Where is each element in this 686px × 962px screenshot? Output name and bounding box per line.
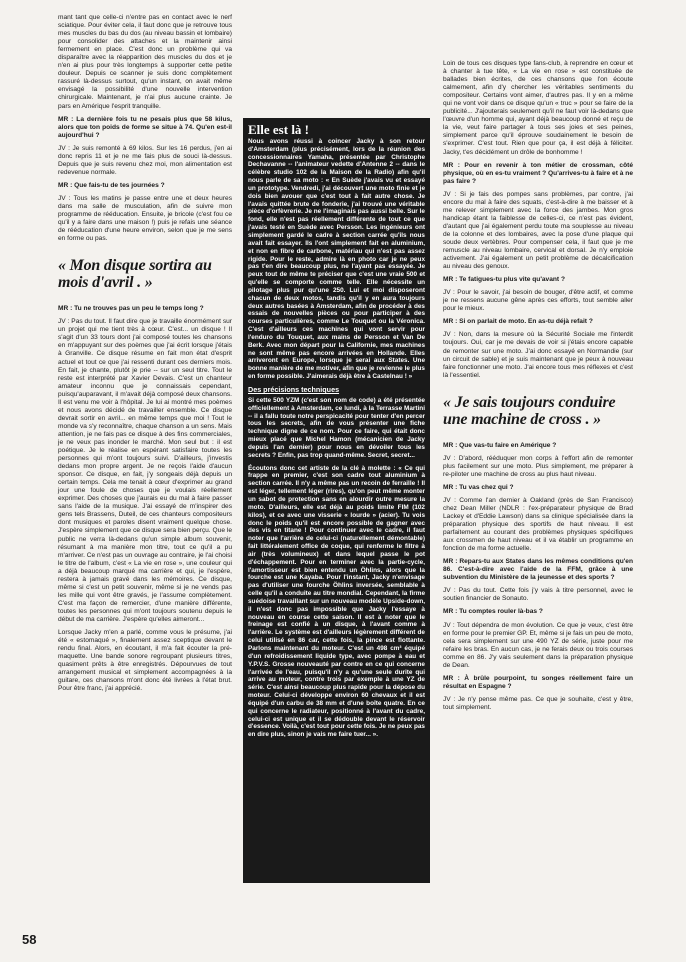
sidebar-box-paragraph: Nous avons réussi à coincer Jacky à son retour d'Amsterdam (plus précisément, lors de la réunion des concessionnaires Yamaha, présentée par Christophe Dechavanne -- l'animateur vedette d'Antenne 2 -- dans le célèbre studio 102 de la Maison de la Radio) afin qu'il nous parle de sa moto : « En Suède j'avais vu et essayé un prototype. Vendredi, j'ai découvert une moto finie et je dois bien avouer que c'est tout à fait autre chose. Je l'avais quittée brute de fonderie, j'ai trouvé une véritable pièce d'orfèvrerie. Je ne l'imaginais pas aussi belle. Sur le fond, elle n'est pas réellement différente de tout ce que j'avais testé en Suède avec Persson. Les ingénieurs ont simplement gardé le cadre à section carrée qu'ils nous avait fait essayer. Ils l'ont simplement fait en aluminium, et non en fibre de carbone, matériau qui n'est pas assez rigide. Pour le reste, admire là en photo car je ne peux pas t'en dire beaucoup plus, ne l'ayant pas essayée. Je peux tout de même te préciser que c'est une vraie 500 et qu'elle se comporte comme telle. Elle nécessite un pilotage plus pur qu'une 250. Lui et moi disposeront chacun de deux motos, tandis qu'il y en aura toujours deux autres basées à Amsterdam, afin de procéder à des essais de nouvelles pièces ou pour participer à des courses particulières, comme Le Touquet ou la Véronica. C'est d'ailleurs ces machines qui vont servir pour l'enduro du Touquet, aux mains de Persson et Van De Berk. Avec mon départ pour la Californie, mes machines ne sont même pas encore arrivées en Hollande. Elles arriveront en Europe, lorsque je serai aux States. Une bonne manière de me motiver, afin que je revienne le plus en forme possible. J'aimerais déjà être à Castelnau ! »	[248, 137, 425, 381]
interview-paragraph: JV : Pour le savoir, j'ai besoin de bouger, d'être actif, et comme je ne ressens aucune gêne après ces efforts, tout semble aller pour le mieux.	[443, 289, 633, 313]
interview-paragraph: JV : Je n'y pense même pas. Ce que je souhaite, c'est y être, tout simplement.	[443, 695, 633, 711]
interview-question: MR : Que vas-tu faire en Amérique ?	[443, 441, 557, 449]
sidebar-box-paragraph: Si cette 500 YZM (c'est son nom de code) a été présentée officiellement à Amsterdam, ce lundi, à la Terrasse Martini -- il a fallu toute notre perspicacité pour tenter d'en percer tous les secrets, afin de vous présenter une fiche technique digne de ce nom. Pour ce faire, qui était donc mieux placé que Michel Hamon (mécanicien de Jacky depuis l'an dernier) pour nous en dévoiler tous les secrets ? Enfin, pas trop quand-même. Secret, secret...	[248, 396, 425, 459]
sidebar-box-subheading: Des précisions techniques	[248, 385, 340, 394]
interview-question: MR : La dernière fois tu ne pesais plus que 58 kilus, alors que ton poids de forme se situe à 74. Qu'en est-il aujourd'hui ?	[58, 115, 232, 139]
sidebar-box-paragraph: Écoutons donc cet artiste de la clé à molette : « Ce qui frappe en premier, c'est son cadre tout aluminium à section carrée. Il n'y a même pas un recoin de ferraille ! Il est léger, tellement léger (rires), qu'on peut même monter un sabot de protection sans en alourdir outre mesure la moto. D'ailleurs, elle est déjà au poids limite FIM (102 kilos), et ce avec une visserie « lourde » (acier). Tu vois donc le poids qu'il est encore possible de gagner avec des vis en titane ! Pour continuer avec le cadre, il faut noter que l'arrière de celui-ci (naturellement démontable) fait littéralement office de coque, qui renferme le filtre à air (très volumineux) et dans lequel passe le pot d'échappement. Pour en terminer avec la partie-cycle, l'amortisseur est bien entendu un Öhlins, alors que la fourche est une Kayaba. Pour l'instant, Jacky n'envisage pas d'utiliser une fourche Öhlins inversée, semblable à celle qu'il a conduite au titre mondial. Cependant, la firme suédoise travaillant sur un nouveau modèle Upside-down, il n'est donc pas impossible que Jacky l'essaye à nouveau en course cette saison. Il est à noter que le freinage est confié à un disque, à l'avant comme à l'arrière. Le système est d'ailleurs légèrement différent de celui utilisé en 86 car, cette fois, la pince est flottante. Parlons maintenant du moteur. C'est un 498 cm³ équipé d'un refroidissement liquide type, avec pompe à eau et Y.P.V.S. Grosse nouveauté par contre en ce qui concerne l'arrivée de l'eau, puisqu'il n'y a qu'une seule durite qui arrive au moteur, contre trois par exemple à une YZ de série. C'est ainsi beaucoup plus rapide pour la dépose du moteur. Celui-ci développe environ 60 chevaux et il est équipé d'un carbu de 38 mm et d'une boîte quatre. En ce qui concerne le radiateur, positionné à l'avant du cadre, celui-ci est unique et il se dédouble devant le réservoir d'essence. Voilà, c'est tout pour cette fois. Je ne peux pas en dire plus, sinon je vais me faire tuer... ».	[248, 464, 425, 739]
column-left	[58, 14, 232, 698]
interview-question: MR : Que fais-tu de tes journées ?	[58, 181, 165, 189]
interview-question: MR : Tu comptes rouler là-bas ?	[443, 608, 543, 616]
interview-paragraph: JV : Je suis remonté à 69 kilos. Sur les 16 perdus, j'en ai donc repris 11 et je ne me fais plus de souci là-dessus. Depuis que je suis revenu chez moi, mon alimentation est redevenue normale.	[58, 144, 232, 176]
interview-question: MR : Pour en revenir à ton métier de crossman, côté physique, où en es-tu vraiment ? Qu'arrives-tu à faire et à ne pas faire ?	[443, 161, 633, 185]
interview-paragraph: JV : Pas du tout. Il faut dire que je travaille énormément sur un projet qui me tient très à cœur. C'est... un disque ! Il s'agit d'un 33 tours dont j'ai composé toutes les chansons en m'appuyant sur des poèmes que j'ai écrit lorsque j'étais à Granville. Ce disque résume en fait mon état d'esprit actuel et tout ce que j'ai ressenti durant ces derniers mois. En fait, je chante, plutôt je prie -- sur un seul titre. Tout le reste est interprété par Xavier Devais. C'est un chanteur amateur inconnu que je connaissais cependant, puisqu'auparavant, il m'avait déjà composé deux chansons. Il est venu me voir à l'hôpital. Je lui ai montré mes poèmes et nous avons décidé de travailler ensemble. Ce disque devrait sortir en avril... en même temps que moi ! Tout le monde va s'y reconnaître, chaque chanson a un sens. Mais attention, je ne fais pas ce disque à des fins commerciales, je ne veux pas inonder le marché. Mon seul but : il est poétique. Je le réalise en espérant satisfaire toutes les personnes qui m'ont toujours suivi. D'ailleurs, j'investis dedans mon propre argent. Je ne reçois l'aide d'aucun sponsor. Ce disque, en fait, j'y songeais déjà depuis un certain temps. Cela me tenait à cœur d'exprimer au grand jour une foule de choses que je voulais réellement exprimer. Des choses que j'aurais eu du mal à faire passer sans l'aide de la musique. J'ai essayé de m'inspirer des gens tels Brassens, Duteil, de ces chanteurs compositeurs dont musiques et paroles disent vraiment quelque chose. J'espère simplement que ce disque sera bien perçu. Que le public ne verra là-dedans qu'un simple album souvenir, résumant à ma manière mon titre, tout ce qu'il a pu m'arriver. Ce n'est pas un ouvrage au contraire, je l'ai choisi le titre de l'album, c'est « La vie en rose », une couleur qui a déjà beaucoup marqué ma carrière et qui, je l'espère, restera à jamais gravé dans les mémoires. Ce disque, même si c'est un petit souvenir, même si je ne vends pas les mille qui vont être gravés, je l'assume complètement. C'est ma façon de remercier, d'une manière différente, toutes les personnes qui m'ont toujours soutenu depuis le début de ma carrière. J'espère qu'elles aimeront...	[58, 318, 232, 623]
interview-paragraph: Loin de tous ces disques type fans-club, à reprendre en cœur et à chanter à tue tête, « La vie en rose » est constituée de ballades bien écrites, de ces chansons que l'on écoute calmement, afin d'y chercher les véritables sentiments du compositeur. Certains vont aimer, d'autres pas. Il y en a même qui ne vont voir dans ce disque qu'un « truc » pour se faire de la publicité... J'ajouterais seulement qu'il ne faut voir là-dedans que l'œuvre d'un homme qui, ayant déjà beaucoup donné et reçu de la vie, veut faire partager à tous ses joies et ses peines, simplement parce qu'il éprouve soudainement le besoin de s'exprimer. C'est tout. Rien que pour ça, il est déjà à féliciter. Jacky, t'es décidément un drôle de bonhomme !	[443, 60, 633, 156]
interview-paragraph: JV : Non, dans la mesure où la Sécurité Sociale me l'interdit toujours. Oui, car je me devais de voir si j'étais encore capable de remonter sur une moto. J'ai donc essayé en Normandie (sur un circuit de sable) et je suis maintenant que je peux à nouveau faire fonctionner une moto. J'ai encore tous mes réflexes et c'est là l'essentiel.	[443, 331, 633, 379]
interview-paragraph: JV : Comme l'an dernier à Oakland (près de San Francisco) chez Dean Miller (NDLR : l'ex-préparateur physique de Brad Lackey et d'Eddie Lawson) dans sa clinique spécialisée dans la préparation physique des sportifs de haut niveau. Il est parfaitement au courant des problèmes physiques spécifiques aux crossmen de haut niveau et il va établir un programme en fonction de ma forme actuelle.	[443, 496, 633, 553]
interview-paragraph: Lorsque Jacky m'en a parlé, comme vous le présume, j'ai été « estomaqué », finalement assez sceptique devant le rendu final. Alors, en écoutant, il m'a fait écouter la pré-maquette. Une bande sonore regroupant plusieurs titres, quasiment prêts à être enregistrés. Dépourvues de tout arrangement musical et simplement accompagnées à la guitare, ces chansons m'ont donc été livrées à l'état brut. Pour être franc, j'ai apprécié.	[58, 629, 232, 693]
interview-question: MR : Tu ne trouves pas un peu le temps long ?	[58, 305, 204, 313]
interview-question: MR : Tu vas chez qui ?	[443, 483, 514, 491]
interview-paragraph: JV : Pas du tout. Cette fois j'y vais à titre personnel, avec le soutien financier de Sonauto.	[443, 587, 633, 603]
sidebar-box-title: Elle est là !	[248, 122, 310, 137]
interview-paragraph: mant tant que celle-ci n'entre pas en contact avec le nerf sciatique. Pour éviter cela, il faut donc que je retrouve tous mes muscles du bas du dos (au niveau bassin et lombaire) pour consolider des attaches et la maintenir ainsi fermement en place. C'est donc un problème qui va disparaître avec la réapparition des muscles du dos et je n'en ai plus pour très longtemps à supporter cette petite douleur. Depuis ce scanner je suis donc complètement rassuré là-dessus surtout, qu'un instant, on avait même envisagé la possibilité d'une nouvelle intervention chirurgicale. Maintenant, je n'ai plus aucune crainte. Je pars en Amérique l'esprit tranquille.	[58, 14, 232, 110]
interview-question: MR : Si on parlait de moto. En as-tu déjà refait ?	[443, 318, 593, 326]
interview-paragraph: JV : D'abord, rééduquer mon corps à l'effort afin de remonter plus facilement sur une moto. Plus simplement, me préparer à re-piloter une machine de cross au plus haut niveau.	[443, 454, 633, 478]
sidebar-box	[248, 124, 425, 744]
interview-question: MR : À brûle pourpoint, tu songes réellement faire un résultat en Espagne ?	[443, 674, 633, 690]
column-right	[443, 60, 633, 717]
page-number: 58	[22, 932, 37, 947]
interview-paragraph: JV : Tous les matins je passe entre une et deux heures dans ma salle de musculation, afin de suivre mon programme de rééducation. Ensuite, je bricole (c'est fou ce qu'il y a faire dans une maison !) puis je refais une séance de rééducation d'une heure environ, selon que je me sens en forme ou pas.	[58, 194, 232, 243]
interview-paragraph: JV : Si je fais des pompes sans problèmes, par contre, j'ai encore du mal à faire des squats, c'est-à-dire à me baisser et à me relever simplement avec la force des jambes. Mon gros handicap étant la faiblesse de celles-ci, ce n'est pas évident, d'autant que j'ai également perdu toute ma souplesse au niveau de la colonne et des lombaires, avec la pose d'une plaque qui soude deux vertèbres. Pour compenser cela, il faut que je me remuscle au niveau lombaire, cervical et dorsal. Je n'y emploie activement. J'ai également un petit problème de décalcification au niveau des genoux.	[443, 190, 633, 271]
interview-paragraph: JV : Tout dépendra de mon évolution. Ce que je veux, c'est être en forme pour le premier GP. Et, même si je fais un peu de moto, cela sera simplement sur une 490 YZ de série, juste pour me refaire les bras. En aucun cas, je ne ferais deux ou trois courses comme en 86. J'y vais seulement dans la préparation physique de Dean.	[443, 621, 633, 669]
pull-quote-heading: « Mon disque sortira au mois d'avril . »	[58, 257, 212, 292]
interview-question: MR : Repars-tu aux States dans les mêmes conditions qu'en 86. C'est-à-dire avec l'aide de la FFM, grâce à une subvention du Ministère de la jeunesse et des sports ?	[443, 558, 633, 582]
pull-quote-heading: « Je sais toujours conduire une machine de cross . »	[443, 393, 616, 428]
interview-question: MR : Te fatigues-tu plus vite qu'avant ?	[443, 276, 565, 284]
